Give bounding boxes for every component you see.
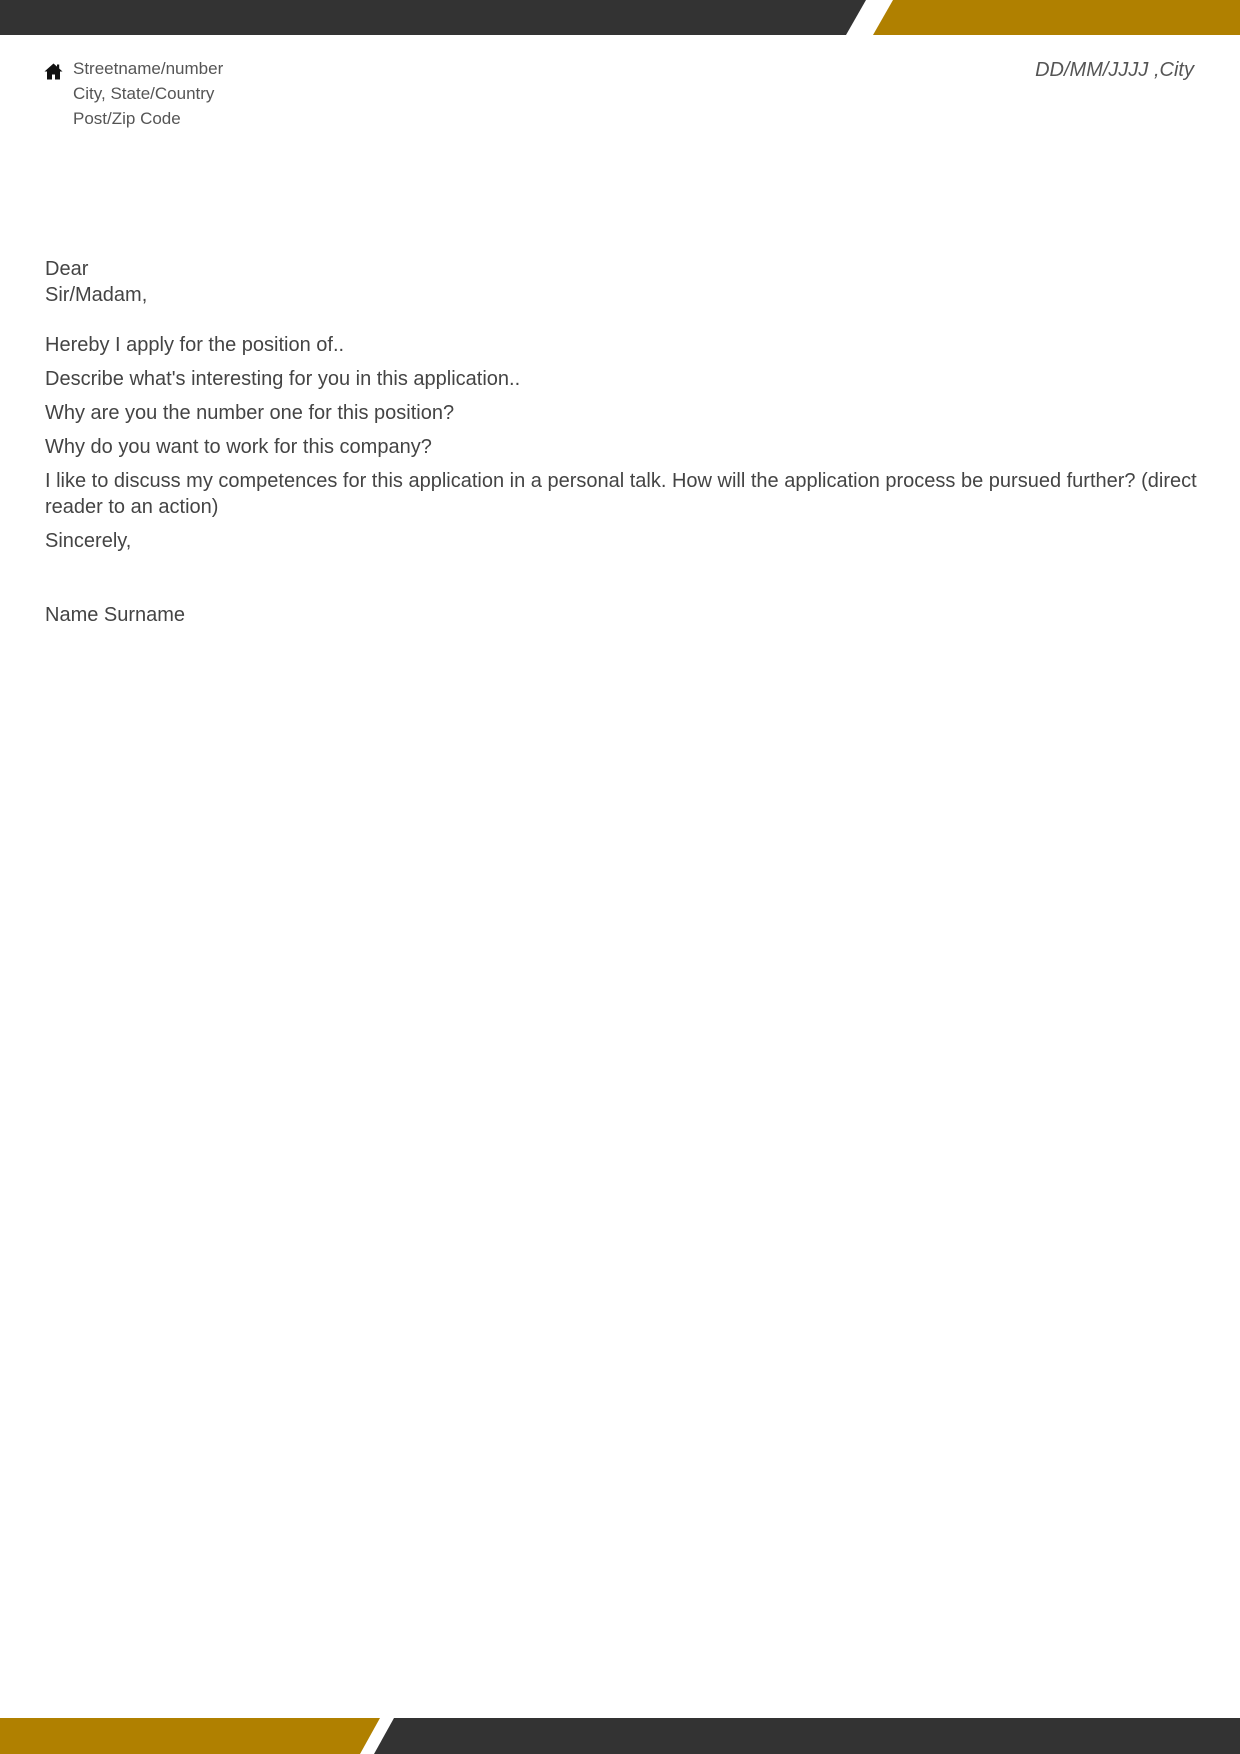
- paragraph-action: I like to discuss my competences for this application in a personal talk. How will the application process be pursued further? (direct reader to an action): [45, 470, 1197, 518]
- salutation-line-1: Dear: [45, 258, 89, 280]
- header-accent-stripe: [873, 0, 1240, 35]
- paragraph-position: Hereby I apply for the position of..: [45, 334, 345, 356]
- sender-postcode: Post/Zip Code: [73, 109, 181, 128]
- letter-body: [45, 256, 1205, 628]
- salutation-line-2: Sir/Madam,: [45, 284, 148, 306]
- footer-band: [0, 1718, 1240, 1754]
- home-icon: [44, 63, 63, 80]
- header-dark-stripe: [0, 0, 866, 35]
- sender-street: Streetname/number: [73, 59, 224, 78]
- paragraph-interest: Describe what's interesting for you in this application..: [45, 368, 521, 390]
- closing: Sincerely,: [45, 530, 132, 552]
- paragraph-company: Why do you want to work for this company?: [45, 436, 432, 458]
- salutation: [45, 256, 1205, 308]
- letter-date: DD/MM/JJJJ ,City: [1035, 59, 1194, 81]
- footer-accent-stripe: [0, 1718, 380, 1754]
- paragraph-number-one: Why are you the number one for this position?: [45, 402, 455, 424]
- signature-name: Name Surname: [45, 604, 186, 626]
- footer-dark-stripe: [374, 1718, 1240, 1754]
- sender-address: [44, 56, 223, 131]
- sender-city: City, State/Country: [73, 84, 215, 103]
- header-band: [0, 0, 1240, 35]
